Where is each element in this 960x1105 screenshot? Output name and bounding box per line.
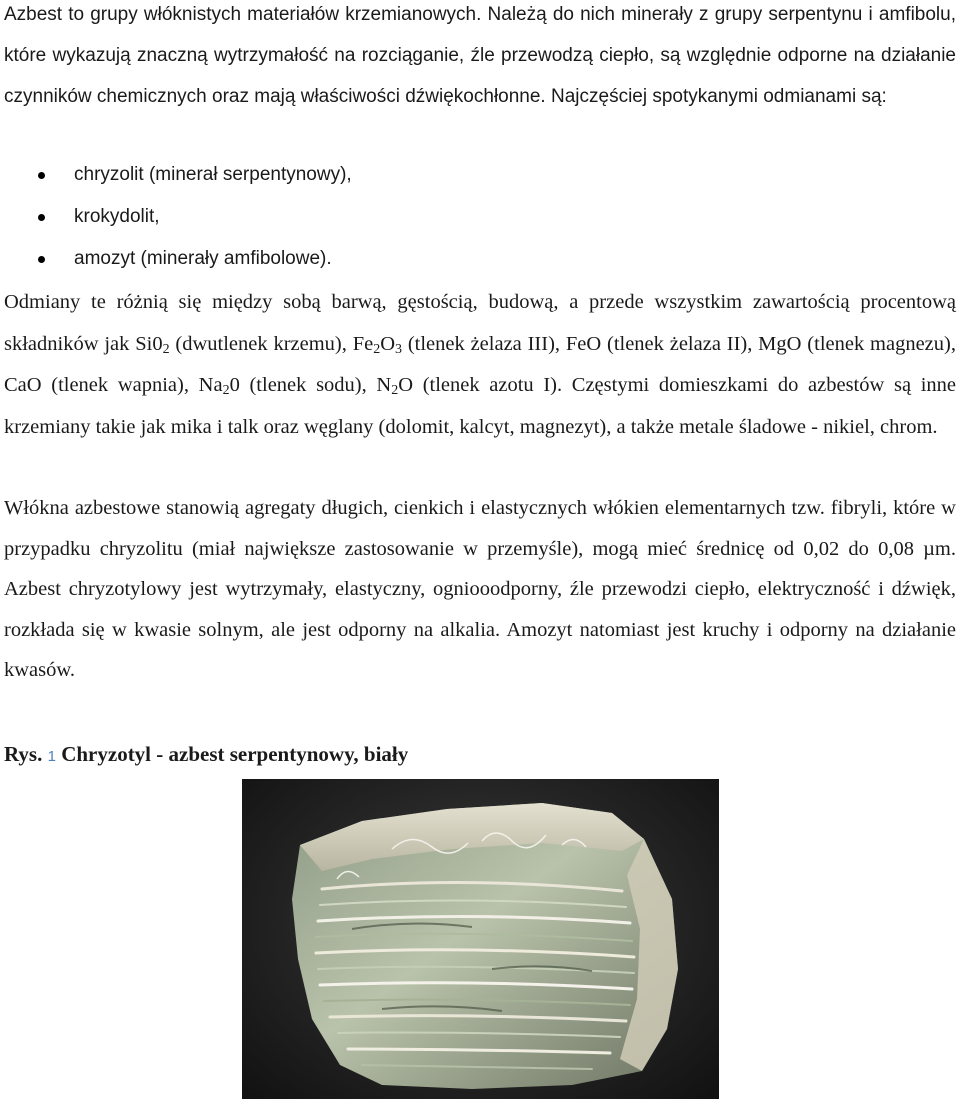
caption-number: 1 [47, 748, 56, 765]
subscript: 3 [395, 341, 403, 357]
list-item [0, 154, 352, 196]
text-run: Odmiany te różnią się między sobą barwą, gęstością, budową, a przede wszystkim zawartością procentową składników jak Si0 [4, 291, 956, 355]
text-run: O (tlenek azotu I). Częstymi domieszkami do azbestów są inne krzemiany takie jak mika i talk oraz węglany (dolomit, kalcyt, magnezyt), a także metale śladowe - nikiel, chrom. [4, 374, 957, 438]
subscript: 2 [373, 341, 381, 357]
text-run: (dwutlenek krzemu), Fe [169, 332, 374, 355]
list-item [0, 196, 352, 238]
fibers-paragraph: Włókna azbestowe stanowią agregaty długich, cienkich i elastycznych włókien elementarnych tzw. fibryli, które w przypadku chryzolitu (miał największe zastosowanie w przemyśle), mogą mieć średnicę od 0,02 do 0,08 µm. Azbest chryzotylowy jest wytrzymały, elastyczny, ogniooodporny, źle przewodzi ciepło, elektryczność i dźwięk, rozkłada się w kwasie solnym, ale jest odporny na alkalia. Amozyt natomiast jest kruchy i odporny na działanie kwasów. [4, 497, 956, 681]
list-item-text: chryzolit (minerał serpentynowy), [74, 164, 352, 185]
composition-paragraph [4, 282, 956, 448]
text-run: (tlenek żelaza III), FeO (tlenek żelaza II), MgO (tlenek magnezu), CaO (tlenek wapnia), Na [4, 332, 956, 396]
text-run: 0 (tlenek sodu), N [229, 374, 392, 396]
asbestos-types-list [0, 154, 352, 280]
bullet-icon [38, 256, 45, 263]
asbestos-photo [242, 779, 719, 1099]
subscript: 2 [391, 383, 399, 398]
list-item-text: amozyt (minerały amfibolowe). [74, 248, 332, 269]
asbestos-sample-illustration [242, 779, 719, 1099]
caption-text: Chryzotyl - azbest serpentynowy, biały [61, 742, 409, 766]
figure-caption [4, 736, 408, 775]
text-run: O [380, 332, 396, 355]
bullet-icon [38, 214, 45, 221]
list-item-text: krokydolit, [74, 206, 160, 227]
caption-prefix: Rys. [4, 742, 43, 766]
bullet-icon [38, 172, 45, 179]
list-item [0, 238, 352, 280]
intro-paragraph: Azbest to grupy włóknistych materiałów krzemianowych. Należą do nich minerały z grupy serpentynu i amfibolu, które wykazują znaczną wytrzymałość na rozciąganie, źle przewodzą ciepło, są względnie odporne na działanie czynników chemicznych oraz mają właściwości dźwiękochłonne. Najczęściej spotykanymi odmianami są: [4, 4, 956, 107]
subscript: 2 [222, 383, 230, 398]
subscript: 2 [162, 341, 170, 357]
